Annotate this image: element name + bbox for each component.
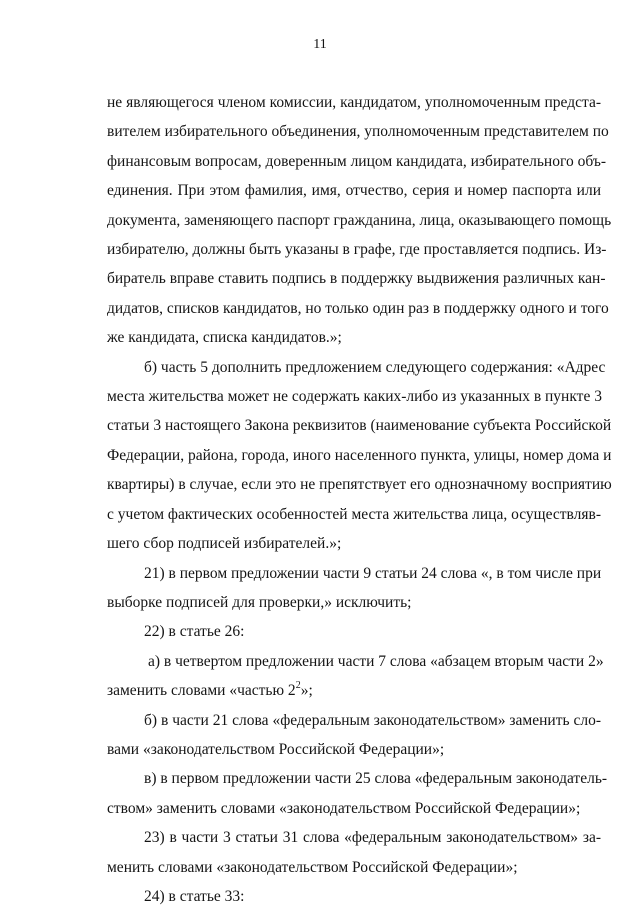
text-line: избирателю, должны быть указаны в графе, где проставляется подпись. Из- (107, 241, 607, 259)
text-line: единения. При этом фамилия, имя, отчество, серия и номер паспорта или (107, 182, 601, 200)
text-line: б) часть 5 дополнить предложением следующего содержания: «Адрес (144, 358, 606, 376)
text-line: выборке подписей для проверки,» исключить; (107, 593, 412, 611)
text-line: статьи 3 настоящего Закона реквизитов (наименование субъекта Российской (107, 417, 612, 435)
text-line: а) в четвертом предложении части 7 слова «абзацем вторым части 2» (148, 652, 604, 670)
text-line: финансовым вопросам, доверенным лицом кандидата, избирательного объ- (107, 152, 606, 170)
text-line: ством» заменить словами «законодательством Российской Федерации»; (107, 799, 581, 817)
text-line: места жительства может не содержать каких-либо из указанных в пункте 3 (107, 388, 602, 406)
text-line: 21) в первом предложении части 9 статьи 24 слова «, в том числе при (144, 564, 602, 582)
text-line: 24) в статье 33: (144, 887, 245, 905)
text-line: Федерации, района, города, иного населенного пункта, улицы, номер дома и (107, 446, 612, 464)
text-fragment: заменить словами «частью 2 (107, 682, 296, 700)
superscript: 2 (295, 680, 301, 692)
text-line: вителем избирательного объединения, уполномоченным представителем по (107, 123, 609, 141)
text-fragment: »; (300, 682, 313, 700)
text-line: менить словами «законодательством Российской Федерации»; (107, 858, 518, 876)
text-line: дидатов, списков кандидатов, но только один раз в поддержку одного и того (107, 299, 609, 317)
text-line: в) в первом предложении части 25 слова «федеральным законодатель- (144, 770, 608, 788)
text-line: 23) в части 3 статьи 31 слова «федеральным законодательством» за- (144, 829, 601, 847)
document-body (107, 88, 612, 911)
text-line: шего сбор подписей избирателей.»; (107, 535, 342, 553)
page-number: 11 (313, 37, 327, 52)
text-line: не являющегося членом комиссии, кандидатом, уполномоченным предста- (107, 94, 601, 111)
text-line: 22) в статье 26: (144, 623, 245, 641)
text-line: вами «законодательством Российской Федерации»; (107, 740, 445, 758)
text-line: б) в части 21 слова «федеральным законодательством» заменить сло- (144, 711, 601, 729)
text-line: документа, заменяющего паспорт гражданина, лица, оказывающего помощь (107, 211, 612, 229)
text-line: с учетом фактических особенностей места жительства лица, осуществляв- (107, 505, 601, 523)
text-line: же кандидата, списка кандидатов.»; (107, 329, 342, 347)
text-line: квартиры) в случае, если это не препятствует его однозначному восприятию (107, 476, 612, 494)
text-line (107, 676, 601, 705)
text-line: биратель вправе ставить подпись в поддержку выдвижения различных кан- (107, 270, 606, 288)
